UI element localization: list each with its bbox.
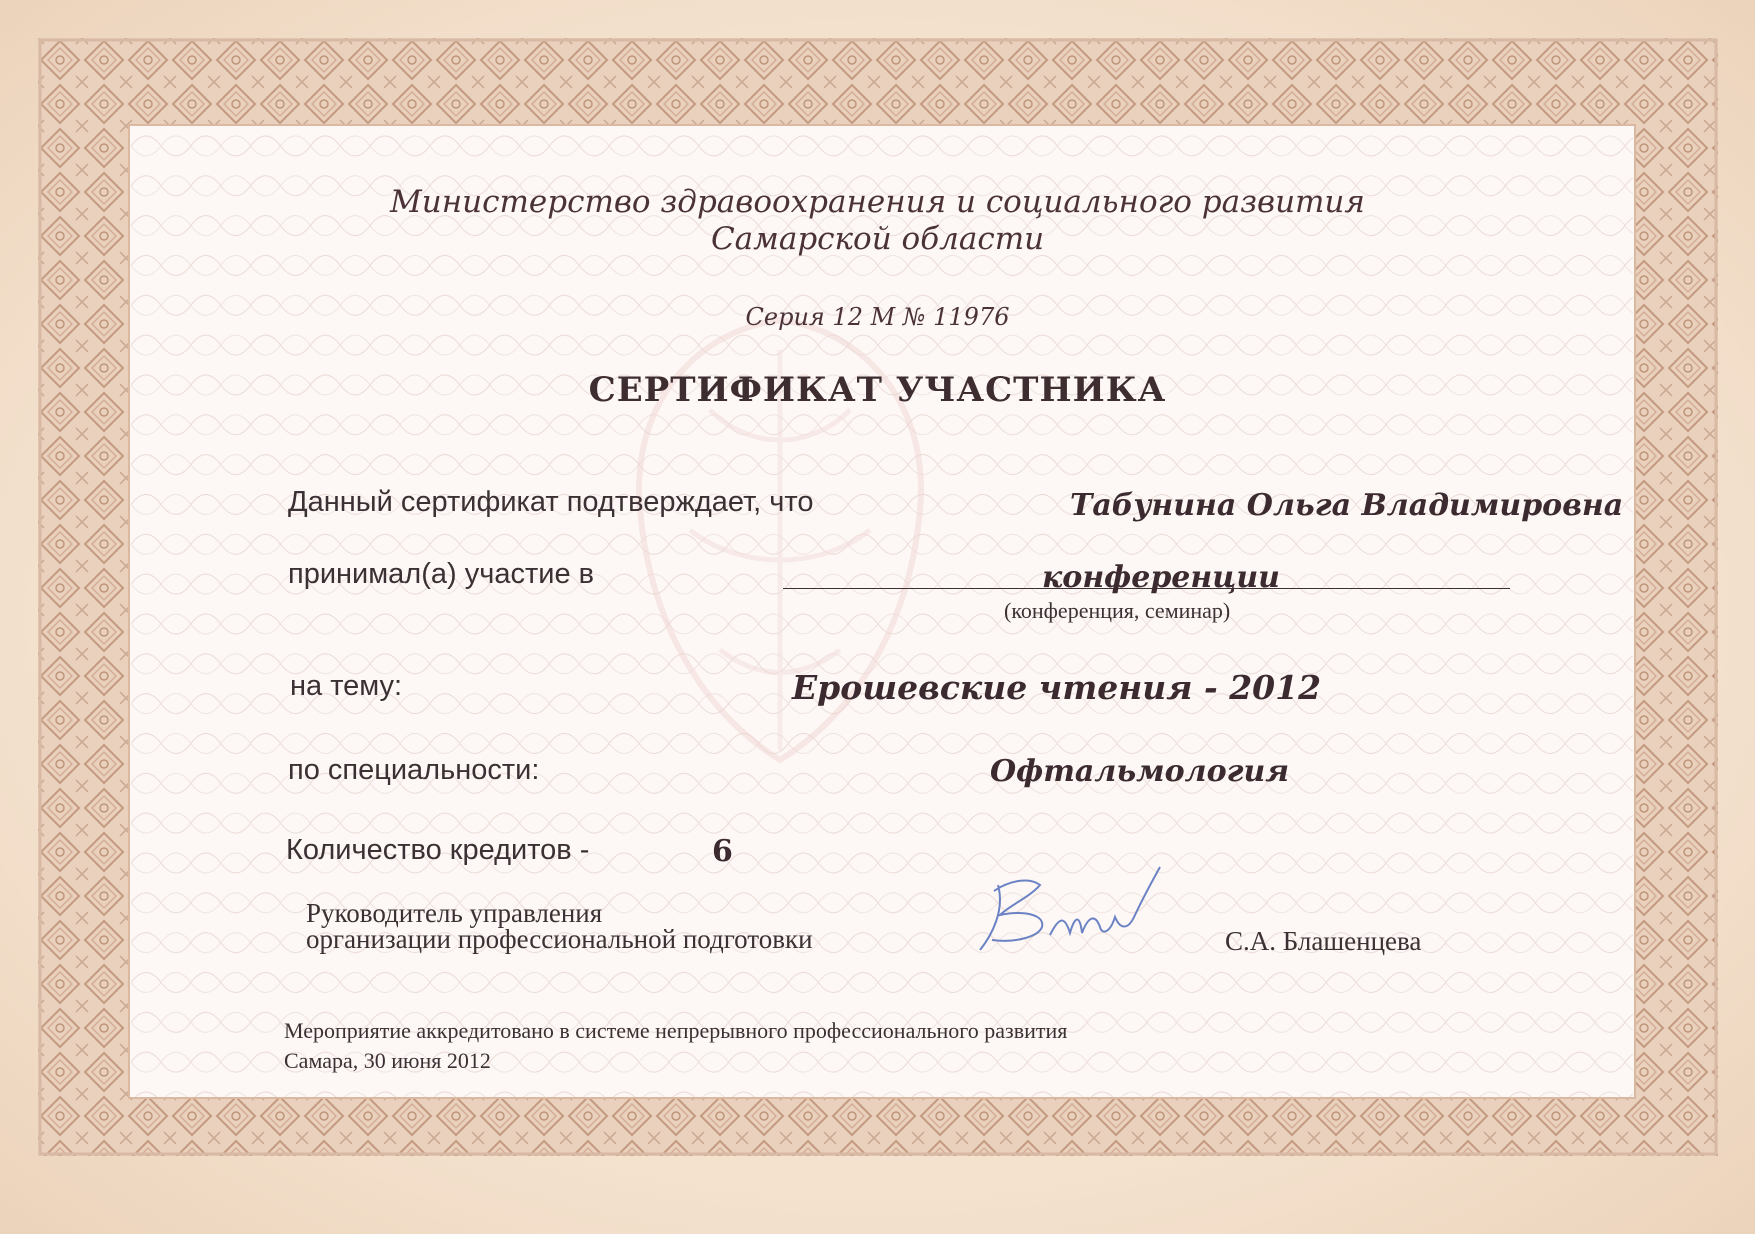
participated-label: принимал(а) участие в	[288, 558, 595, 590]
certificate-title: СЕРТИФИКАТ УЧАСТНИКА	[588, 370, 1167, 410]
signature-mark	[970, 855, 1190, 955]
credits-value: 6	[712, 834, 733, 869]
place-and-date: Самара, 30 июня 2012	[284, 1048, 491, 1073]
signer-position-line1: Руководитель управления	[306, 898, 603, 928]
topic-label: на тему:	[290, 670, 403, 702]
signer-position-line2: организации профессиональной подготовки	[306, 924, 813, 954]
emblem-watermark	[560, 290, 1000, 810]
event-type: конференции	[1042, 560, 1280, 595]
signer-name: С.А. Блашенцева	[1225, 926, 1422, 956]
series-number: Серия 12 М № 11976	[745, 303, 1010, 331]
credits-label: Количество кредитов -	[286, 834, 590, 866]
participant-name: Табунина Ольга Владимировна	[1070, 488, 1624, 523]
confirms-label: Данный сертификат подтверждает, что	[288, 486, 814, 518]
accreditation-note: Мероприятие аккредитовано в системе непрерывного профессионального развития	[284, 1018, 1068, 1043]
event-type-hint: (конференция, семинар)	[1004, 598, 1231, 623]
specialty: Офтальмология	[990, 754, 1290, 789]
specialty-label: по специальности:	[288, 754, 540, 786]
ministry-name-line1: Министерство здравоохранения и социального развития	[390, 184, 1365, 220]
topic: Ерошевские чтения - 2012	[792, 668, 1322, 707]
ministry-name-line2: Самарской области	[710, 221, 1045, 257]
